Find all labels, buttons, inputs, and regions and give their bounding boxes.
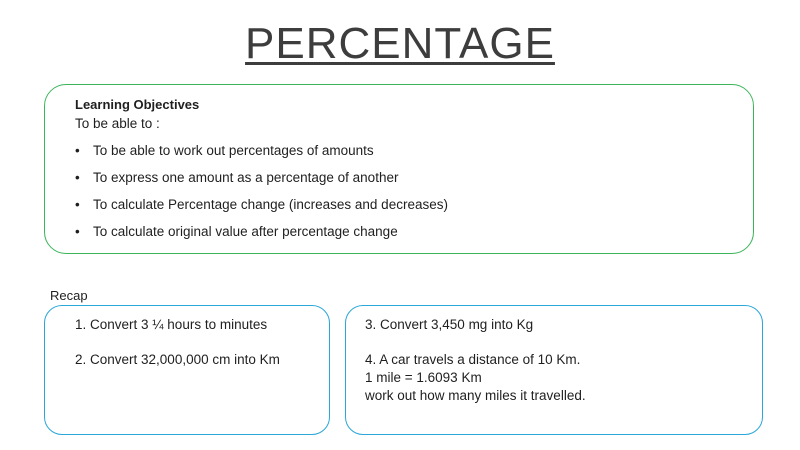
recap-question-1: 1. Convert 3 ¼ hours to minutes <box>75 317 268 332</box>
recap-question-3: 3. Convert 3,450 mg into Kg <box>365 317 534 332</box>
recap-box-left <box>44 305 330 435</box>
objective-text: To be able to work out percentages of amounts <box>93 143 374 158</box>
objective-item <box>75 196 448 223</box>
recap-question-4-line-1: 4. A car travels a distance of 10 Km. <box>365 352 581 367</box>
recap-box-right <box>345 305 763 435</box>
objectives-heading: Learning Objectives <box>75 97 200 112</box>
page-title-text: PERCENTAGE <box>245 19 555 68</box>
objectives-list <box>75 142 448 250</box>
page-title <box>0 18 800 70</box>
learning-objectives-box <box>44 84 754 254</box>
bullet-icon: • <box>75 224 80 239</box>
recap-label: Recap <box>50 288 88 303</box>
objective-item <box>75 223 448 250</box>
objectives-intro: To be able to : <box>75 116 160 131</box>
objective-text: To calculate original value after percentage change <box>93 224 398 239</box>
objective-item <box>75 169 448 196</box>
recap-question-2: 2. Convert 32,000,000 cm into Km <box>75 352 280 367</box>
recap-question-4-line-3: work out how many miles it travelled. <box>365 388 586 403</box>
bullet-icon: • <box>75 170 80 185</box>
objective-text: To express one amount as a percentage of another <box>93 170 399 185</box>
objective-item <box>75 142 448 169</box>
bullet-icon: • <box>75 143 80 158</box>
objective-text: To calculate Percentage change (increases and decreases) <box>93 197 448 212</box>
bullet-icon: • <box>75 197 80 212</box>
recap-question-4-line-2: 1 mile = 1.6093 Km <box>365 370 482 385</box>
